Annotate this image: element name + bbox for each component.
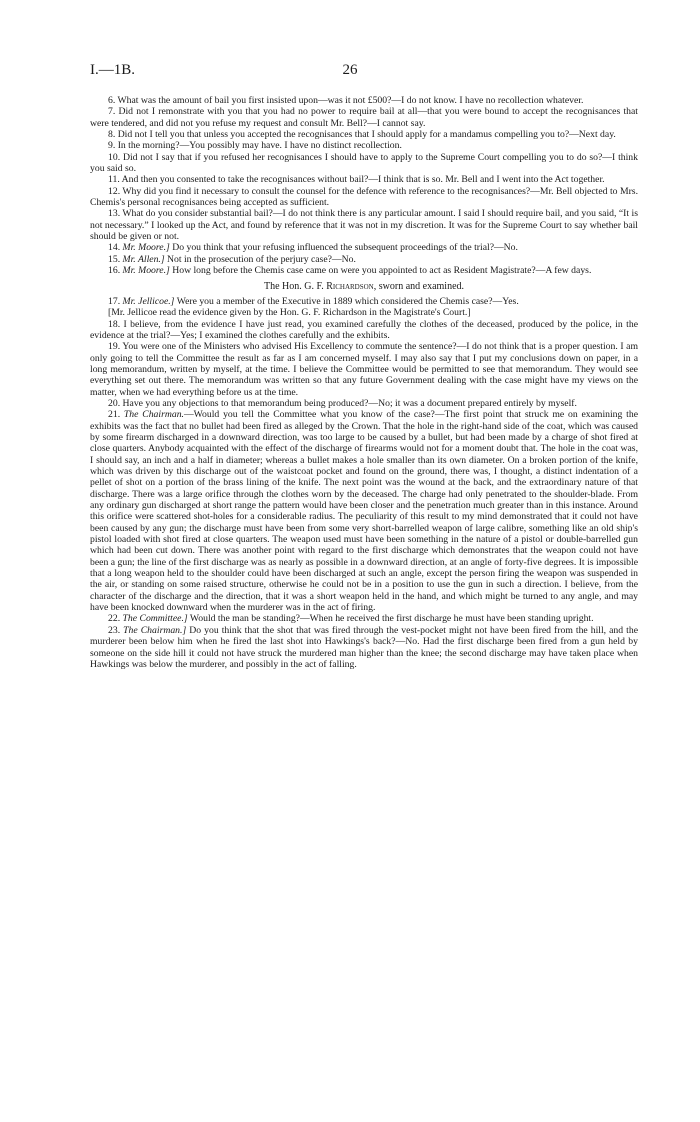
question-text: How long before the Chemis case came on were you appointed to act as Resident Magistrate?—A few days. xyxy=(169,265,592,277)
question-number: 15. xyxy=(108,253,121,265)
question-21 xyxy=(90,409,638,613)
speaker: Mr. Allen.] xyxy=(122,253,165,265)
question-12: 12. Why did you find it necessary to consult the counsel for the defence with reference to the recognisances?—Mr. Bell objected to Mrs. Chemis's personal recognisances being accepted as sufficient. xyxy=(90,185,638,209)
question-14 xyxy=(90,242,638,253)
question-7: 7. Did not I remonstrate with you that you had no power to require bail at all—that you were bound to accept the recognisances that were tendered, and did not you refuse my request and consult Mr. Bell?—I cannot say. xyxy=(90,106,638,129)
question-15 xyxy=(90,254,638,265)
question-number: 23. xyxy=(108,624,121,636)
procedural-note: [Mr. Jellicoe read the evidence given by the Hon. G. F. Richardson in the Magistrate's Court.] xyxy=(108,307,471,319)
question-text: Do you think that the shot that was fired through the vest-pocket might not have been fired from the hill, and the murderer been below him when he fired the last shot into Hawkings's back?—No. Had the first discharge been fired from a gun held by someone on the side hill it could not have struck the murdered man higher than the knee; the second discharge may have taken place when Hawkings was below the murderer, and possibly in the act of falling. xyxy=(90,624,638,670)
question-text: Were you a member of the Executive in 1889 which considered the Chemis case?—Yes. xyxy=(174,295,519,307)
question-19: 19. You were one of the Ministers who advised His Excellency to commute the sentence?—I do not think that is a proper question. I am only going to tell the Committee the result as far as I am concerned myself. I may also say that I put my conclusions down on paper, in a long memorandum, written by myself, at the time. I believe the Committee would be permitted to see that memorandum. They would see everything set out there. The memorandum was written so that any future Government dealing with the case might have my views on the matter, when we had everything before us at the time. xyxy=(90,341,638,398)
question-text: Not in the prosecution of the perjury case?—No. xyxy=(164,253,356,265)
question-10: 10. Did not I say that if you refused her recognisances I should have to apply to the Supreme Court compelling you to do so?—I think you said so. xyxy=(90,151,638,175)
speaker: Mr. Jellicoe.] xyxy=(122,295,175,307)
speaker: Mr. Moore.] xyxy=(122,265,170,277)
page-header xyxy=(90,62,610,82)
question-text: —Would you tell the Committee what you know of the case?—The first point that struck me on examining the exhibits was the fact that no bullet had been fired as alleged by the Crown. That the hole in the right-hand side of the coat, which was caused by some firearm discharged in a downward direction, was too large to be caused by a bullet, but had been made by a charge of shot fired at close quarters. Anybody acquainted with the effect of the discharge of firearms would not for a moment doubt that. The hole in the coat was, I should say, an inch and a half in diameter; whereas a bullet makes a hole smaller than its own diameter. On a broken portion of the knife, which was driven by this discharge out of the waistcoat pocket and found on the ground, there was, I thought, a distinct indentation of a pellet of shot on a portion of the brass lining of the knife. The next point was the wound at the back, and the extraordinary nature of that discharge. There was a large orifice through the clothes worn by the deceased. The charge had only penetrated to the shoulder-blade. From any ordinary gun discharged at short range the pattern would have been closer and the penetration much greater than in this instance. Around this orifice were scattered shot-holes for a considerable radius. The peculiarity of this result to my mind demonstrated that it could not have been caused by any gun; the discharge must have been from some very short-barrelled weapon of large calibre, something like an old ship's pistol loaded with shot fired at close quarters. The weapon used must have been something in the nature of a pistol or double-barrelled gun which had been cut down. There was another point with regard to the first discharge which demonstrates that the weapon could not have been a gun; the line of the first discharge was as nearly as possible in a downward direction, at an angle of forty-five degrees. It is impossible that a long weapon held to the shoulder could have been discharged at such an angle, except the person firing the weapon was suspended in the air, or standing on some raised structure, otherwise he could not be in a position to use the gun in such a direction. I believe, from the character of the discharge and the direction, that it was a short weapon held in the hand, and which might be turned to any angle, and may have been knocked downward when the murderer was in the act of firing. xyxy=(90,409,639,614)
question-number: 14. xyxy=(108,242,121,254)
question-number: 22. xyxy=(108,613,121,625)
question-text: Do you think that your refusing influenced the subsequent proceedings of the trial?—No. xyxy=(169,242,518,254)
question-8: 8. Did not I tell you that unless you accepted the recognisances that I should apply for a mandamus compelling you to?—Next day. xyxy=(108,129,616,141)
question-11: 11. And then you consented to take the recognisances without bail?—I think that is so. Mr. Bell and I went into the Act together. xyxy=(108,174,605,186)
question-6: 6. What was the amount of bail you first insisted upon—was it not £500?—I do not know. I have no recollection whatever. xyxy=(108,95,584,106)
question-23 xyxy=(90,625,638,670)
evidence-body xyxy=(90,95,638,670)
question-20: 20. Have you any objections to that memorandum being produced?—No; it was a document prepared entirely by myself. xyxy=(108,397,577,409)
speaker: The Committee.] xyxy=(122,613,188,625)
question-9: 9. In the morning?—You possibly may have. I have no distinct recollection. xyxy=(108,140,402,152)
question-17 xyxy=(90,296,638,307)
witness-name: Richardson xyxy=(326,280,374,292)
speaker: The Chairman.] xyxy=(123,624,187,636)
question-number: 17. xyxy=(108,295,121,307)
speaker: The Chairman. xyxy=(123,409,184,421)
question-text: Would the man be standing?—When he received the first discharge he must have been standing upright. xyxy=(187,613,594,625)
question-18: 18. I believe, from the evidence I have just read, you examined carefully the clothes of the deceased, produced by the police, in the evidence at the trial?—Yes; I examined the clothes carefully and the exhibits. xyxy=(90,318,638,341)
page-number: 26 xyxy=(342,62,358,78)
question-16 xyxy=(90,265,638,276)
question-number: 21. xyxy=(108,409,121,421)
question-22 xyxy=(90,613,638,624)
question-number: 16. xyxy=(108,265,121,277)
question-13: 13. What do you consider substantial bail?—I do not think there is any particular amount. I said I should require bail, and you said, “It is not necessary.” I looked up the Act, and found by reference that it was not in my discretion. It was for the Supreme Court to say whether bail should be given or not. xyxy=(90,208,638,243)
parliamentary-paper-reference: I.—1B. xyxy=(90,62,135,78)
witness-heading: The Hon. G. F. Richardson, sworn and examined. xyxy=(263,280,465,292)
speaker: Mr. Moore.] xyxy=(122,242,170,254)
